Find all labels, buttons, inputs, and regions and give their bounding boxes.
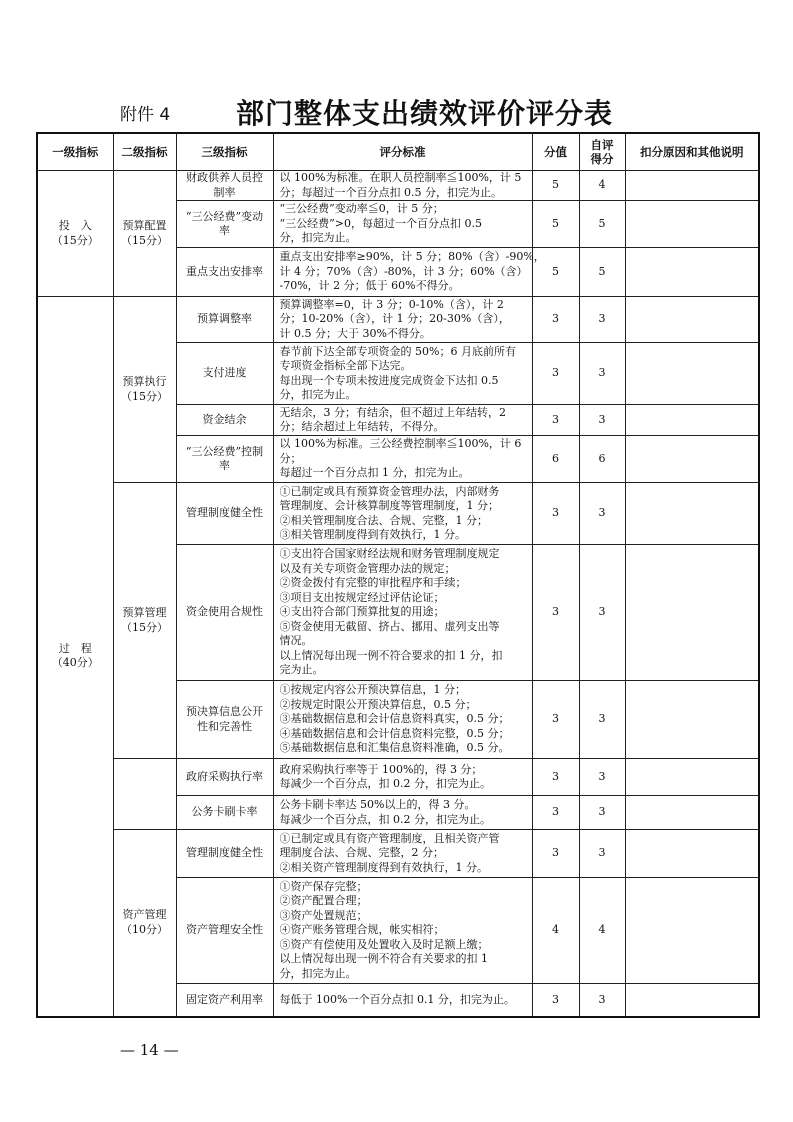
level3-indicator: 财政供养人员控制率	[176, 171, 273, 201]
criteria-line: -70%，计 2 分；低于 60%不得分。	[279, 279, 460, 293]
criteria-line: 分；	[279, 451, 302, 465]
self-score: 3	[579, 759, 625, 796]
criteria-line: ②资产配置合理；	[279, 894, 368, 908]
deduction-notes	[625, 483, 759, 545]
level2-indicator-label: 预算执行	[122, 375, 167, 388]
table-row	[37, 830, 759, 878]
criteria-line: 以及有关专项资金管理办法的规定；	[279, 561, 456, 575]
criteria-line: ①按规定内容公开预决算信息，1 分；	[279, 683, 466, 697]
criteria-line: 政府采购执行率等于 100%的，得 3 分；	[279, 762, 483, 776]
level3-indicator: 预算调整率	[176, 297, 273, 343]
criteria-line: 分，扣完为止。	[279, 388, 357, 401]
page-number: — 14 —	[120, 1041, 179, 1059]
evaluation-table	[36, 132, 760, 1018]
self-score: 3	[579, 830, 625, 878]
self-score: 3	[579, 984, 625, 1017]
level2-indicator-label: 预算配置	[122, 219, 167, 232]
self-score: 3	[579, 405, 625, 436]
criteria-line: ④基础数据信息和会计信息资料完整，0.5 分；	[279, 726, 510, 740]
score-value: 5	[532, 171, 579, 201]
deduction-notes	[625, 796, 759, 830]
deduction-notes	[625, 878, 759, 984]
criteria-line: “三公经费”变动率≦0，计 5 分；	[279, 202, 444, 216]
self-score: 5	[579, 248, 625, 297]
level3-indicator: 资金使用合规性	[176, 545, 273, 681]
self-score: 5	[579, 201, 625, 248]
score-value: 3	[532, 545, 579, 681]
level1-indicator-weight: （15分）	[51, 233, 99, 247]
criteria-line: “三公经费”>0，每超过一个百分点扣 0.5	[279, 216, 482, 230]
criteria-line: 分，扣完为止。	[279, 966, 357, 980]
header-score: 分值	[532, 133, 579, 171]
deduction-notes	[625, 759, 759, 796]
scoring-criteria	[273, 436, 532, 483]
level3-indicator: “三公经费”变动率	[176, 201, 273, 248]
level2-indicator	[113, 171, 176, 297]
scoring-criteria	[273, 297, 532, 343]
level2-indicator-weight: （10分）	[121, 922, 168, 936]
deduction-notes	[625, 201, 759, 248]
criteria-line: 分；每超过一个百分点扣 0.5 分，扣完为止。	[279, 185, 502, 199]
deduction-notes	[625, 984, 759, 1017]
header-notes: 扣分原因和其他说明	[625, 133, 759, 171]
criteria-line: 完为止。	[279, 663, 324, 677]
criteria-line: ③基础数据信息和会计信息资料真实，0.5 分；	[279, 712, 510, 726]
criteria-line: 每出现一个专项未按进度完成资金下达扣 0.5	[279, 373, 499, 387]
scoring-criteria	[273, 878, 532, 984]
level3-indicator: 资金结余	[176, 405, 273, 436]
level3-indicator: 预决算信息公开性和完善性	[176, 681, 273, 759]
deduction-notes	[625, 405, 759, 436]
score-value: 6	[532, 436, 579, 483]
score-value: 5	[532, 201, 579, 248]
level2-indicator-weight: （15分）	[121, 620, 168, 634]
attachment-label: 附件 4	[120, 105, 171, 125]
scoring-criteria	[273, 830, 532, 878]
score-value: 3	[532, 830, 579, 878]
self-score: 3	[579, 297, 625, 343]
deduction-notes	[625, 343, 759, 405]
scoring-criteria	[273, 796, 532, 830]
self-score: 3	[579, 681, 625, 759]
criteria-line: 每超过一个百分点扣 1 分，扣完为止。	[279, 466, 470, 480]
criteria-line: 以上情况每出现一例不符合有关要求的扣 1	[279, 952, 488, 966]
criteria-line: ①支出符合国家财经法规和财务管理制度规定	[279, 547, 500, 561]
header-level3: 三级指标	[176, 133, 273, 171]
criteria-line: ①已制定或具有预算资金管理办法，内部财务	[279, 484, 500, 498]
criteria-line: ④支出符合部门预算批复的用途；	[279, 605, 445, 619]
table-row	[37, 297, 759, 343]
criteria-line: ②相关管理制度合法、合规、完整，1 分；	[279, 513, 488, 527]
criteria-line: 情况。	[279, 634, 313, 648]
header-row	[37, 133, 759, 171]
level1-indicator-label: 投 入	[58, 219, 92, 232]
level1-indicator-weight: （40分）	[51, 656, 99, 670]
criteria-line: 以 100%为标准。在职人员控制率≦100%，计 5	[279, 171, 522, 184]
level2-indicator	[113, 830, 176, 1017]
deduction-notes	[625, 681, 759, 759]
level3-indicator: 管理制度健全性	[176, 830, 273, 878]
criteria-line: 计 4 分；70%（含）-80%，计 3 分；60%（含）	[279, 264, 528, 278]
scoring-criteria	[273, 171, 532, 201]
score-value: 3	[532, 796, 579, 830]
criteria-line: 春节前下达全部专项资金的 50%；6 月底前所有	[279, 344, 516, 358]
criteria-line: 分，扣完为止。	[279, 231, 357, 245]
criteria-line: ②资金拨付有完整的审批程序和手续；	[279, 576, 467, 590]
scoring-criteria	[273, 984, 532, 1017]
level3-indicator: 支付进度	[176, 343, 273, 405]
level3-indicator: 公务卡刷卡率	[176, 796, 273, 830]
page-title: 部门整体支出绩效评价评分表	[236, 97, 614, 130]
criteria-line: ①资产保存完整；	[279, 879, 368, 893]
self-score: 6	[579, 436, 625, 483]
scoring-criteria	[273, 405, 532, 436]
self-score: 3	[579, 796, 625, 830]
criteria-line: ②按规定时限公开预决算信息，0.5 分；	[279, 697, 477, 711]
criteria-line: 每减少一个百分点，扣 0.2 分，扣完为止。	[279, 777, 491, 790]
criteria-line: 无结余，3 分；有结余，但不超过上年结转，2	[279, 405, 506, 419]
criteria-line: ⑤基础数据信息和汇集信息资料准确，0.5 分。	[279, 741, 510, 755]
header-criteria: 评分标准	[273, 133, 532, 171]
level2-indicator-label: 资产管理	[122, 908, 167, 922]
table-row	[37, 483, 759, 545]
level3-indicator: 管理制度健全性	[176, 483, 273, 545]
score-value: 5	[532, 248, 579, 297]
deduction-notes	[625, 545, 759, 681]
level3-indicator: 政府采购执行率	[176, 759, 273, 796]
criteria-line: 每减少一个百分点，扣 0.2 分，扣完为止。	[279, 812, 491, 826]
criteria-line: ⑤资金使用无截留、挤占、挪用、虚列支出等	[279, 619, 500, 633]
header-self-score: 自评得分	[579, 133, 625, 171]
self-score: 3	[579, 483, 625, 545]
level2-indicator	[113, 297, 176, 483]
criteria-line: 每低于 100%一个百分点扣 0.1 分，扣完为止。	[279, 992, 515, 1006]
level2-indicator-label: 预算管理	[122, 606, 167, 619]
level2-indicator	[113, 483, 176, 759]
self-score: 4	[579, 878, 625, 984]
deduction-notes	[625, 171, 759, 201]
scoring-criteria	[273, 201, 532, 248]
scoring-criteria	[273, 343, 532, 405]
criteria-line: ②相关资产管理制度得到有效执行，1 分。	[279, 860, 488, 874]
criteria-line: 以上情况每出现一例不符合要求的扣 1 分，扣	[279, 648, 503, 662]
score-value: 3	[532, 681, 579, 759]
deduction-notes	[625, 297, 759, 343]
level1-indicator	[37, 297, 113, 1017]
score-value: 3	[532, 984, 579, 1017]
criteria-line: 管理制度、会计核算制度等管理制度，1 分；	[279, 499, 499, 512]
scoring-criteria	[273, 483, 532, 545]
criteria-line: 分；结余超过上年结转，不得分。	[279, 420, 445, 433]
criteria-line: 分；10-20%（含），计 1 分；20-30%（含），	[279, 312, 510, 326]
score-value: 3	[532, 343, 579, 405]
score-value: 3	[532, 759, 579, 796]
criteria-line: ③项目支出按规定经过评估论证；	[279, 590, 445, 604]
table-row	[37, 759, 759, 796]
level2-indicator-weight: （15分）	[121, 389, 168, 403]
deduction-notes	[625, 436, 759, 483]
score-value: 3	[532, 297, 579, 343]
level2-indicator-weight: （15分）	[121, 233, 168, 247]
header-level2: 二级指标	[113, 133, 176, 171]
self-score: 3	[579, 545, 625, 681]
score-value: 3	[532, 405, 579, 436]
level3-indicator: “三公经费”控制率	[176, 436, 273, 483]
header-level1: 一级指标	[37, 133, 113, 171]
scoring-criteria	[273, 759, 532, 796]
self-score: 3	[579, 343, 625, 405]
level3-indicator: 固定资产利用率	[176, 984, 273, 1017]
deduction-notes	[625, 248, 759, 297]
score-value: 3	[532, 483, 579, 545]
level1-indicator-label: 过 程	[58, 641, 92, 655]
criteria-line: ①已制定或具有资产管理制度，且相关资产管	[279, 831, 500, 845]
criteria-line: 计 0.5 分；大于 30%不得分。	[279, 326, 431, 340]
scoring-criteria	[273, 248, 545, 297]
deduction-notes	[625, 830, 759, 878]
criteria-line: 预算调整率=0，计 3 分；0-10%（含），计 2	[279, 297, 504, 311]
criteria-line: 重点支出安排率≥90%，计 5 分；80%（含）-90%，	[279, 250, 545, 264]
criteria-line: 公务卡刷卡率达 50%以上的，得 3 分。	[279, 798, 476, 811]
level2-indicator	[113, 759, 176, 830]
level3-indicator: 资产管理安全性	[176, 878, 273, 984]
criteria-line: 理制度合法、合规、完整，2 分；	[279, 846, 444, 860]
scoring-criteria	[273, 681, 532, 759]
criteria-line: ③相关管理制度得到有效执行，1 分。	[279, 528, 466, 541]
level1-indicator	[37, 171, 113, 297]
criteria-line: ⑤资产有偿使用及处置收入及时足额上缴；	[279, 937, 489, 951]
criteria-line: 以 100%为标准。三公经费控制率≦100%，计 6	[279, 437, 522, 451]
criteria-line: ③资产处置规范；	[279, 908, 368, 922]
self-score: 4	[579, 171, 625, 201]
scoring-criteria	[273, 545, 532, 681]
criteria-line: 专项资金指标全部下达完。	[279, 359, 412, 372]
table-row	[37, 171, 759, 201]
level3-indicator: 重点支出安排率	[176, 248, 273, 297]
score-value: 4	[532, 878, 579, 984]
criteria-line: ④资产账务管理合规，帐实相符；	[279, 923, 445, 937]
